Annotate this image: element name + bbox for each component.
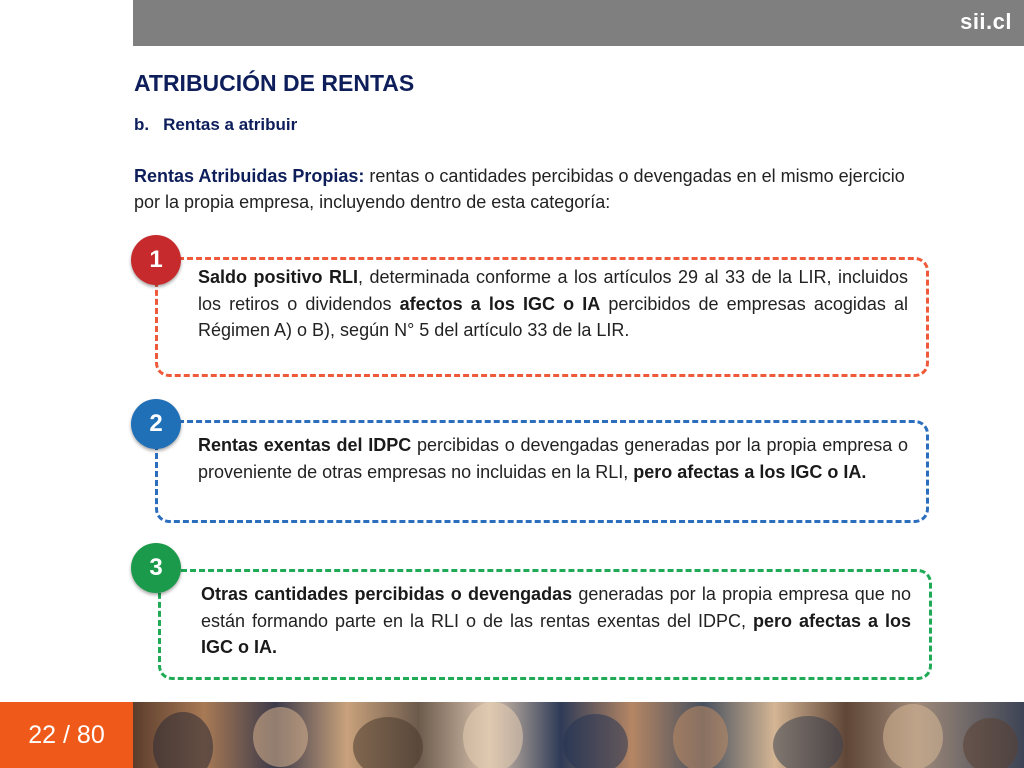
item-1-number-badge: 1 (131, 235, 181, 285)
slide-title: ATRIBUCIÓN DE RENTAS (134, 70, 415, 96)
item-1-body: , determinada conforme a los artículos 29 al 33 de la LIR, incluidos los retiros o dividendos (198, 267, 908, 314)
item-card-3 (158, 569, 932, 680)
item-1-bold-emphasis: afectos a los IGC o IA (399, 293, 601, 314)
item-2-bold-lead: Rentas exentas del IDPC (198, 435, 412, 455)
item-3-number-badge: 3 (131, 543, 181, 593)
subtitle-text: Rentas a atribuir (163, 115, 298, 134)
intro-paragraph (134, 163, 924, 215)
crowd-photo-strip (133, 702, 1024, 768)
item-1-body-end: percibidos de empresas acogidas al Régimen A) o B), según N° 5 del artículo 33 de la LIR. (198, 293, 908, 340)
section-subtitle (134, 115, 297, 135)
item-3-bold-emphasis: pero afectas a los IGC o IA. (201, 610, 911, 657)
item-2-text (198, 432, 908, 485)
subtitle-letter: b. (134, 115, 150, 134)
header-bar (133, 0, 1024, 46)
intro-term: Rentas Atribuidas Propias: (134, 166, 365, 186)
item-1-text (198, 264, 908, 344)
intro-text: rentas o cantidades percibidas o devengadas en el mismo ejercicio por la propia empresa, incluyendo dentro de esta categoría: (134, 166, 905, 212)
item-3-text (201, 581, 911, 661)
item-2-bold-emphasis: pero afectas a los IGC o IA. (633, 461, 867, 482)
page-indicator: 22 / 80 (0, 702, 133, 768)
item-card-1 (155, 257, 929, 377)
item-2-number-badge: 2 (131, 399, 181, 449)
sii-logo: sii.cl (960, 9, 1012, 34)
item-2-body: percibidas o devengadas generadas por la propia empresa o proveniente de otras empresas no incluidas en la RLI, (198, 435, 909, 482)
item-3-body: generadas por la propia empresa que no están formando parte en la RLI o de las rentas exentas del IDPC, (201, 584, 911, 631)
item-3-bold-lead: Otras cantidades percibidas o devengadas (201, 584, 573, 604)
item-1-bold-lead: Saldo positivo RLI (198, 267, 358, 287)
item-card-2 (155, 420, 929, 523)
